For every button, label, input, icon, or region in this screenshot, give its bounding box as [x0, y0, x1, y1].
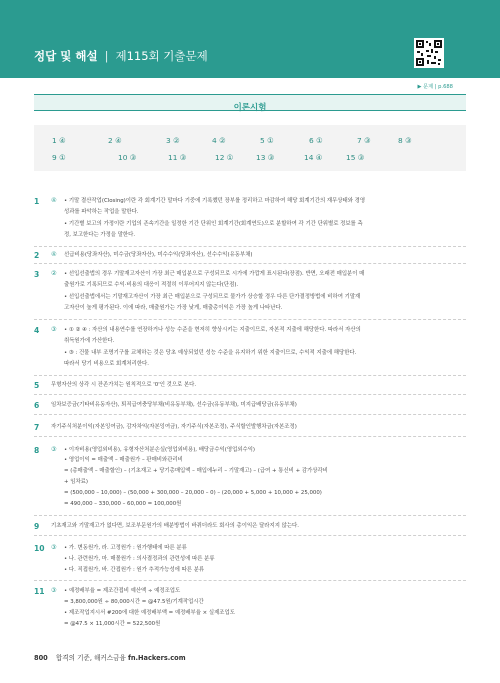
question-number: 7	[34, 423, 40, 432]
explanation-line: 출원가로 기록되므로 수익·비용의 대응이 적절히 이루어지지 않는다(단점).	[64, 282, 239, 288]
explanation-line: • ① ② ④ : 자산의 내용연수를 연장하거나 성능 수준을 현저히 향상시키는 지출이므로, 자본적 지출에 해당한다. 따라서 자산의	[64, 327, 361, 333]
explanation-line: 취득원가에 가산한다.	[64, 338, 115, 344]
explanation-line: • 선입선출법에서는 기말재고자산이 가장 최근 매입분으로 구성되므로 물가가 상승할 경우 다른 단가결정방법에 비하여 기말재	[64, 294, 361, 300]
header-separator: |	[104, 49, 109, 63]
answer-key-item: 2 ④	[108, 136, 122, 145]
explanation-line: • 영업이익 = 매출액 – 매출원가 – 판매비와관리비	[64, 457, 183, 463]
question-answer: ④	[51, 251, 57, 258]
question-answer: ③	[51, 544, 57, 551]
divider	[34, 319, 466, 320]
question-answer: ③	[51, 446, 57, 453]
question-number: 1	[34, 197, 40, 206]
footer-slogan: 합격의 기준, 해커스금융	[55, 654, 126, 662]
qr-code-icon[interactable]	[414, 38, 444, 68]
explanation-line: = (500,000 – 10,000) – (50,000 + 300,000 – 20,000 – 0) – (20,000 + 5,000 + 10,000 + 25,000)	[64, 490, 322, 496]
explanation-line: • 제조작업지시서 #200에 대한 예정배부액 = 예정배부율 × 실제조업도	[64, 610, 235, 616]
problem-page-reference[interactable]: ▶ 문제 | p.688	[417, 84, 453, 90]
answer-key-item: 11 ③	[168, 153, 187, 162]
explanation-line: 무형자산의 상각 시 잔존가치는 원칙적으로 '0'인 것으로 본다.	[51, 382, 197, 388]
answer-key-item: 10 ③	[118, 153, 137, 162]
question-number: 3	[34, 270, 40, 279]
explanation-line: • 이자비용(영업외비용), 유형자산처분손실(영업외비용), 배당금수익(영업외수익)	[64, 447, 256, 453]
question-number: 9	[34, 522, 40, 531]
explanation-line: 고자산이 높게 평가된다. 이에 따라, 매출원가는 가장 낮게, 매출총이익은 가장 높게 나타난다.	[64, 305, 283, 311]
divider	[34, 515, 466, 516]
answer-key-item: 12 ①	[215, 153, 234, 162]
question-number: 8	[34, 446, 40, 455]
section-title: 이론시험	[233, 103, 267, 113]
explanation-line: 기초재고와 기말재고가 없다면, 보조부문원가의 배분방법이 바뀌더라도 회사의 총이익은 달라지지 않는다.	[51, 523, 299, 529]
question-number: 5	[34, 381, 40, 390]
explanation-line: + 임차료)	[64, 479, 88, 485]
question-number: 2	[34, 251, 40, 260]
question-number: 11	[34, 587, 45, 596]
answer-key-item: 3 ②	[166, 136, 180, 145]
header-main-title: 정답 및 해설	[34, 49, 98, 63]
divider	[34, 394, 466, 395]
divider	[34, 263, 466, 264]
explanation-line: • 선입선출법의 경우 기말재고자산이 가장 최근 매입분으로 구성되므로 시가에 가깝게 표시된다(장점). 반면, 오래전 매입분이 매	[64, 271, 365, 277]
explanation-line: • 기간별 보고의 가정이란 기업의 존속기간을 일정한 기간 단위인 회계기간(회계연도)으로 분할하여 각 기간 단위별로 정보를 측	[64, 221, 363, 227]
answer-key-item: 9 ①	[52, 153, 66, 162]
header-subtitle: 제115회 기출문제	[115, 49, 208, 63]
explanation-line: • ③ : 건물 내부 조명기구를 교체하는 것은 당초 예상되었던 성능 수준을 유지하기 위한 지출이므로, 수익적 지출에 해당한다.	[64, 350, 357, 356]
answer-key-item: 7 ③	[357, 136, 371, 145]
answer-key-item: 8 ③	[398, 136, 412, 145]
explanation-line: • 나. 관련원가, 마. 매몰원가 : 의사결정과의 관련성에 따른 분류	[64, 556, 215, 562]
explanation-line: • 예정배부율 = 제조간접비 예산액 ÷ 예정조업도	[64, 588, 181, 594]
explanation-line: 임차보증금(기타비유동자산), 퇴직급여충당부채(비유동부채), 선수금(유동부채), 미지급배당금(유동부채)	[51, 402, 297, 408]
explanation-line: 정, 보고한다는 가정을 말한다.	[64, 232, 136, 238]
explanation-line: = (총매출액 – 매출할인) – (기초재고 + 당기총매입액 – 매입에누리 – 기말재고) – (급여 + 통신비 + 감가상각비	[64, 468, 328, 474]
question-answer: ②	[51, 270, 57, 277]
answer-key-item: 14 ④	[304, 153, 323, 162]
explanation-line: • 기말 결산작업(Closing)이란 각 회계기간 말마다 기중에 기록했던 장부를 정리하고 마감하여 해당 회계기간의 재무상태와 경영	[64, 198, 366, 204]
explanation-line: = 490,000 – 330,000 – 60,000 = 100,000원	[64, 501, 182, 507]
question-answer: ③	[51, 587, 57, 594]
divider	[34, 436, 466, 437]
answer-key-item: 4 ②	[212, 136, 226, 145]
answer-key-item: 13 ③	[256, 153, 275, 162]
page-header	[0, 0, 500, 78]
divider	[34, 535, 466, 536]
explanation-line: = @47.5 × 11,000시간 = 522,500원	[64, 621, 161, 627]
answer-key-box	[34, 125, 466, 171]
question-number: 10	[34, 544, 45, 553]
answer-key-item: 6 ①	[309, 136, 323, 145]
answer-key-item: 15 ③	[346, 153, 365, 162]
divider	[34, 414, 466, 415]
explanation-line: = 3,800,000원 ÷ 80,000시간 = @47.5원/기계작업시간	[64, 599, 204, 605]
divider	[34, 246, 466, 247]
answer-key-item: 5 ①	[260, 136, 274, 145]
answer-key-item: 1 ④	[52, 136, 66, 145]
question-number: 4	[34, 326, 40, 335]
footer-url[interactable]: fn.Hackers.com	[127, 654, 186, 662]
explanation-line: 성과를 파악하는 작업을 말한다.	[64, 209, 139, 215]
section-title-bar	[34, 94, 466, 111]
question-answer: ④	[51, 197, 57, 204]
page-footer	[34, 652, 186, 662]
question-answer: ③	[51, 326, 57, 333]
explanation-line: 따라서 당기 비용으로 회계처리한다.	[64, 361, 149, 367]
question-number: 6	[34, 401, 40, 410]
explanation-line: • 가. 변동원가, 라. 고정원가 : 원가행태에 따른 분류	[64, 545, 187, 551]
explanation-line: • 다. 직접원가, 바. 간접원가 : 원가 추적가능성에 따른 분류	[64, 567, 205, 573]
divider	[34, 375, 466, 376]
explanation-line: 선급비용(당좌자산), 미수금(당좌자산), 미수수익(당좌자산), 선수수익(유동부채)	[64, 252, 253, 258]
page-number: 800	[34, 654, 48, 662]
divider	[34, 580, 466, 581]
explanation-line: 자기주식처분이익(자본잉여금), 감자차익(자본잉여금), 자기주식(자본조정), 주식할인발행차금(자본조정)	[51, 424, 297, 430]
header-title	[34, 48, 208, 64]
